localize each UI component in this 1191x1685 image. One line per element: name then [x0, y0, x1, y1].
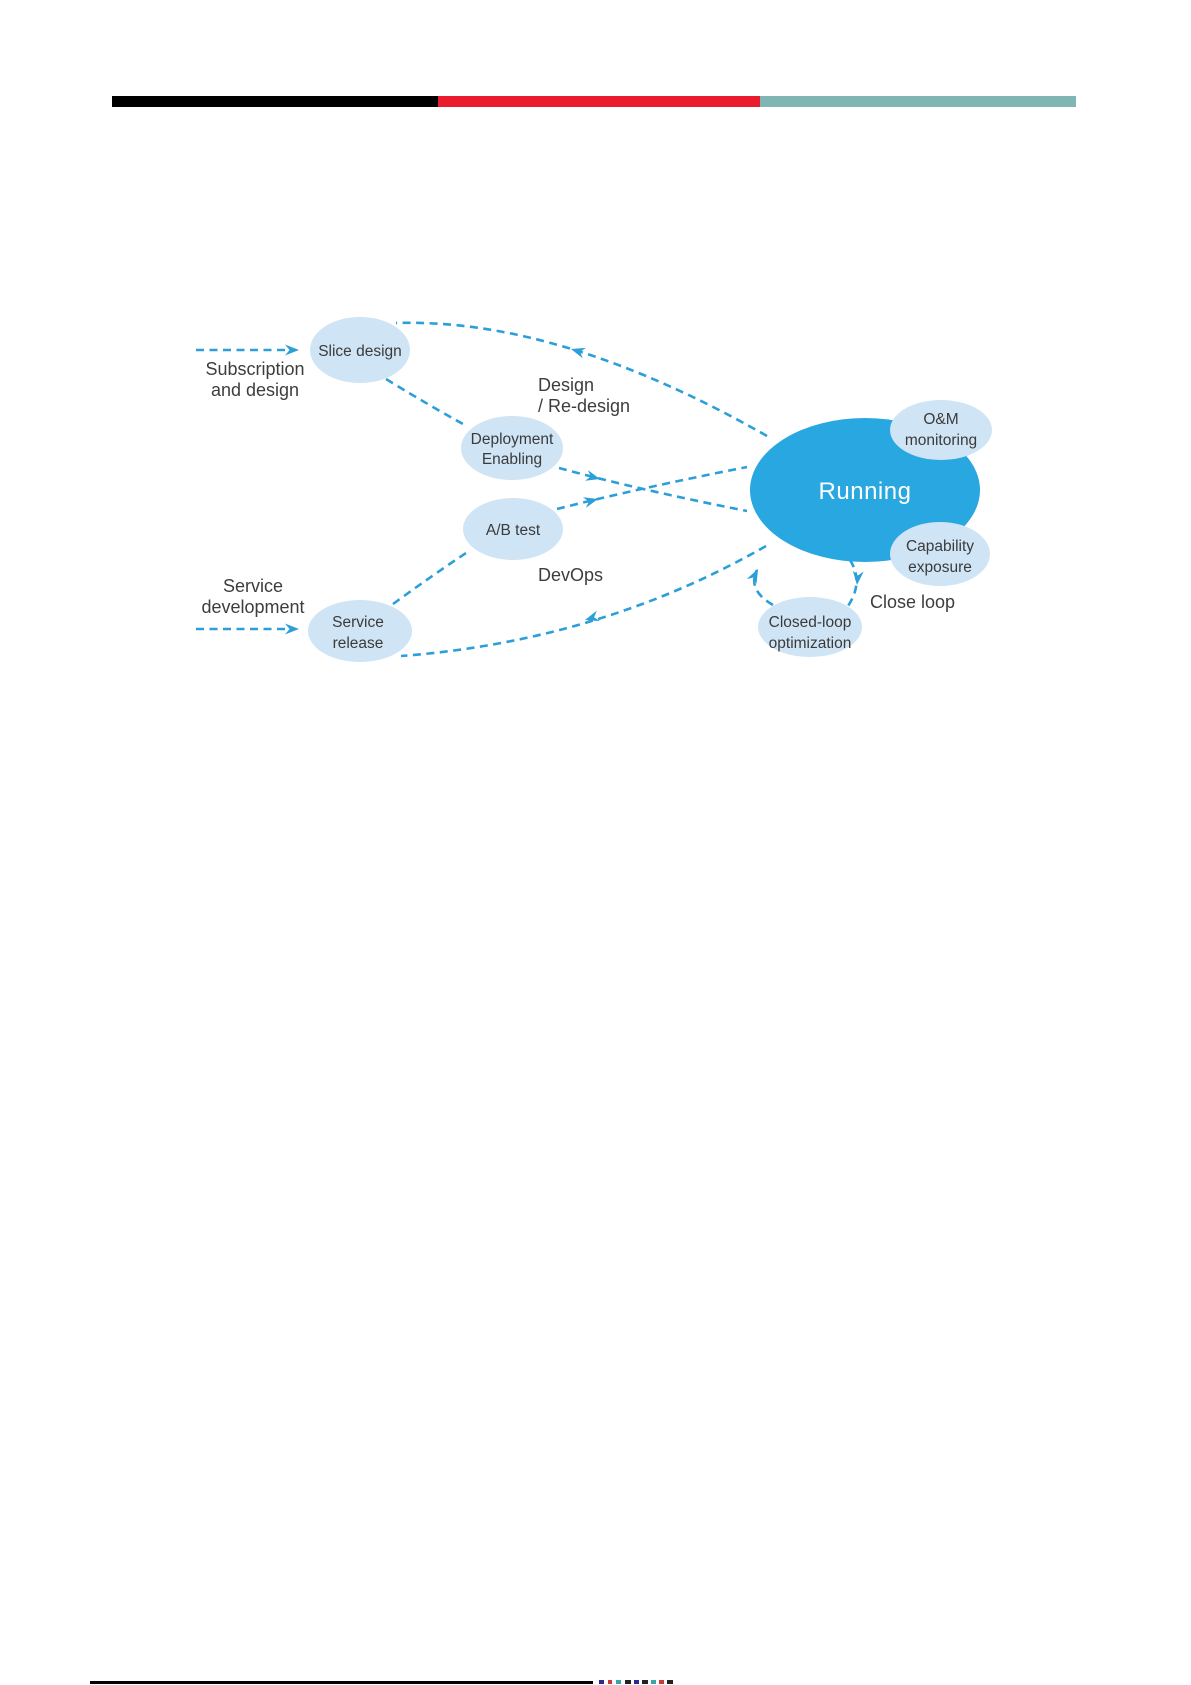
footer-fragment — [599, 1680, 604, 1684]
slice-to-deployment-line — [386, 379, 463, 424]
deployment-label-line2: Enabling — [481, 451, 543, 468]
running-to-slice-arrowhead-icon — [569, 344, 586, 359]
subscription-label-line1: Subscription — [205, 359, 305, 379]
service-release-label-line2: release — [332, 635, 384, 652]
footer-fragment — [608, 1680, 612, 1684]
release-to-abtest-line — [393, 553, 466, 604]
footer-fragment — [634, 1680, 639, 1684]
deployment-label-line1: Deployment — [470, 431, 554, 448]
subscription-label-line2: and design — [210, 380, 300, 400]
service-development-label-line1: Service — [222, 576, 284, 596]
closed-loop-label-line1: Closed-loop — [768, 614, 852, 631]
footer-fragment — [651, 1680, 656, 1684]
running-to-closedloop-line — [848, 560, 857, 606]
footer-cutoff — [90, 1680, 673, 1684]
footer-fragment — [667, 1680, 673, 1684]
capability-exposure-label-line1: Capability — [905, 538, 975, 555]
slice-design-label: Slice design — [318, 343, 402, 360]
service-development-label-line2: development — [201, 597, 305, 617]
service-release-node — [308, 600, 412, 662]
top-bar — [112, 96, 1076, 107]
footer-fragment — [625, 1680, 631, 1684]
devops-label: DevOps — [538, 565, 604, 585]
service-development-arrowhead-icon — [285, 624, 299, 635]
footer-fragment — [616, 1680, 621, 1684]
footer-rule — [90, 1681, 593, 1684]
deployment-enabling-node — [461, 416, 563, 480]
running-to-release-devops-line — [401, 546, 766, 656]
footer-text-fragments — [599, 1680, 673, 1684]
abtest-to-running-line — [557, 467, 747, 509]
design-redesign-label-line2: / Re-design — [538, 396, 631, 416]
service-release-label-line1: Service — [332, 614, 384, 631]
running-to-closedloop-arrowhead-icon — [852, 571, 864, 586]
footer-fragment — [659, 1680, 664, 1684]
closed-loop-label-line2: optimization — [768, 635, 852, 652]
design-redesign-label-line1: Design — [538, 375, 595, 395]
close-loop-label: Close loop — [870, 592, 956, 612]
footer-fragment — [642, 1680, 648, 1684]
top-bar-teal-segment — [760, 96, 1076, 107]
om-monitoring-node — [890, 400, 992, 460]
capability-exposure-label-line2: exposure — [908, 559, 972, 576]
om-monitoring-label-line2: monitoring — [904, 432, 978, 449]
top-bar-black-segment — [112, 96, 438, 107]
om-monitoring-label-line1: O&M — [923, 411, 959, 428]
running-label: Running — [818, 478, 912, 505]
top-bar-red-segment — [438, 96, 760, 107]
ab-test-label: A/B test — [485, 522, 541, 539]
deployment-to-running-line — [559, 468, 747, 511]
subscription-arrowhead-icon — [285, 345, 299, 356]
